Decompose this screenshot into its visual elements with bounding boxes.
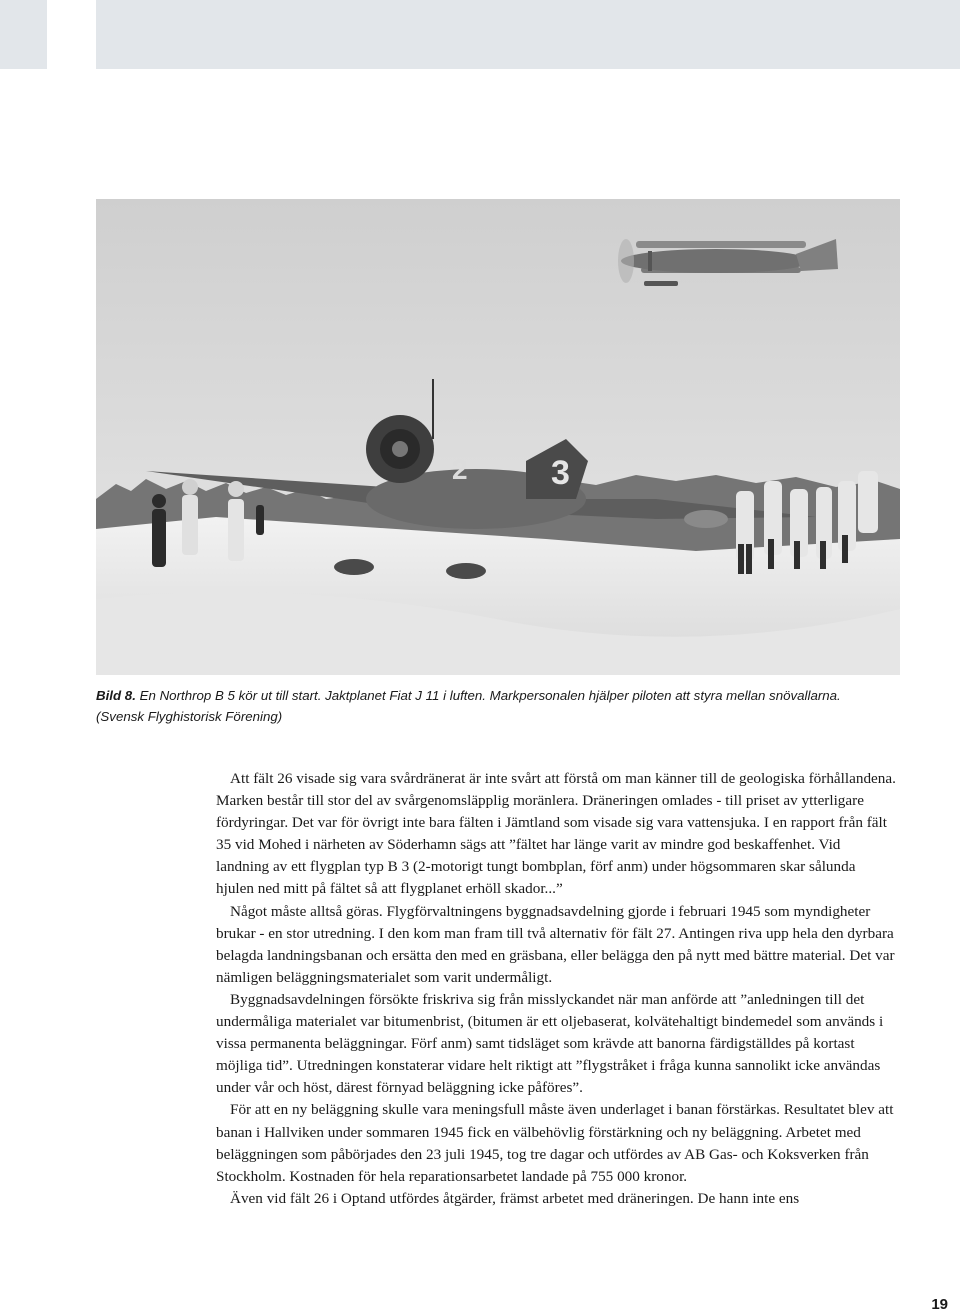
header-tab-left <box>0 0 47 69</box>
paragraph: Något måste alltså göras. Flygförvaltningens byggnadsavdelning gjorde i februari 1945 som myndigheter brukar - en stor utredning. I den kom man fram till två alternativ för fält 27. Antingen riva upp hela den dyrbara belagda landningsbanan och ersätta den med en gräsbana, eller belägga den på nytt med bättre material. Det var nämligen beläggningsmaterialet som varit undermåligt. <box>216 902 895 986</box>
body-text <box>216 768 896 1210</box>
paragraph: Att fält 26 visade sig vara svårdränerat är inte svårt att förstå om man känner till de geologiska förhållandena. Marken består till stor del av svårgenomsläpplig moränlera. Dräneringen omlades - till priset av ytterligare fördyringar. Det var för övrigt inte bara fälten i Jämtland som visade sig vara vattensjuka. I en rapport från fält 35 vid Mohed i närheten av Söderhamn sägs att ”fältet har länge varit av mindre god beskaffenhet. Vid landning av ett flygplan typ B 3 (2-motorigt tungt bombplan, förf anm) under högsommaren skar sålunda hjulen ned mitt på fältet så att flygplanet erhöll skador...” <box>216 770 896 898</box>
paragraph: Byggnadsavdelningen försökte friskriva sig från misslyckandet när man anförde att ”anledningen till det undermåliga materialet var bitumenbrist, (bitumen är ett oljebaserat, kolvätehaltigt bindemedel som används i vissa permanenta beläggningar. Förf anm) samt tidsläget som krävde att banorna färdigställdes på kortast möjliga tid”. Utredningen konstaterar vidare helt riktigt att ”flygstråket i fråga kunna sannolikt icke användas under vår och höst, därest förnyad beläggning icke påföres”. <box>216 990 884 1097</box>
paragraph: För att en ny beläggning skulle vara meningsfull måste även underlaget i banan förstärkas. Resultatet blev att banan i Hallviken under sommaren 1945 fick en välbehövlig förstärkning och ny beläggning. Arbetet med beläggningen som påbörjades den 23 juli 1945, tog tre dagar och utfördes av AB Gas- och Koksverken från Stockholm. Kostnaden för hela reparationsarbetet landade på 755 000 kronor. <box>216 1101 894 1185</box>
page-number: 19 <box>931 1296 948 1313</box>
caption-label: Bild 8. <box>96 688 136 703</box>
header-tab-right <box>96 0 960 69</box>
tail-number: 3 <box>551 454 570 492</box>
fuselage-number: 2 <box>452 454 468 485</box>
photo-northrop-b5 <box>96 199 900 675</box>
paragraph: Även vid fält 26 i Optand utfördes åtgärder, främst arbetet med dräneringen. De hann inte ens <box>230 1189 800 1207</box>
caption-text: En Northrop B 5 kör ut till start. Jaktplanet Fiat J 11 i luften. Markpersonalen hjälper piloten att styra mellan snövallarna. (Svensk Flyghistorisk Förening) <box>96 688 841 724</box>
photo-caption <box>96 685 876 727</box>
